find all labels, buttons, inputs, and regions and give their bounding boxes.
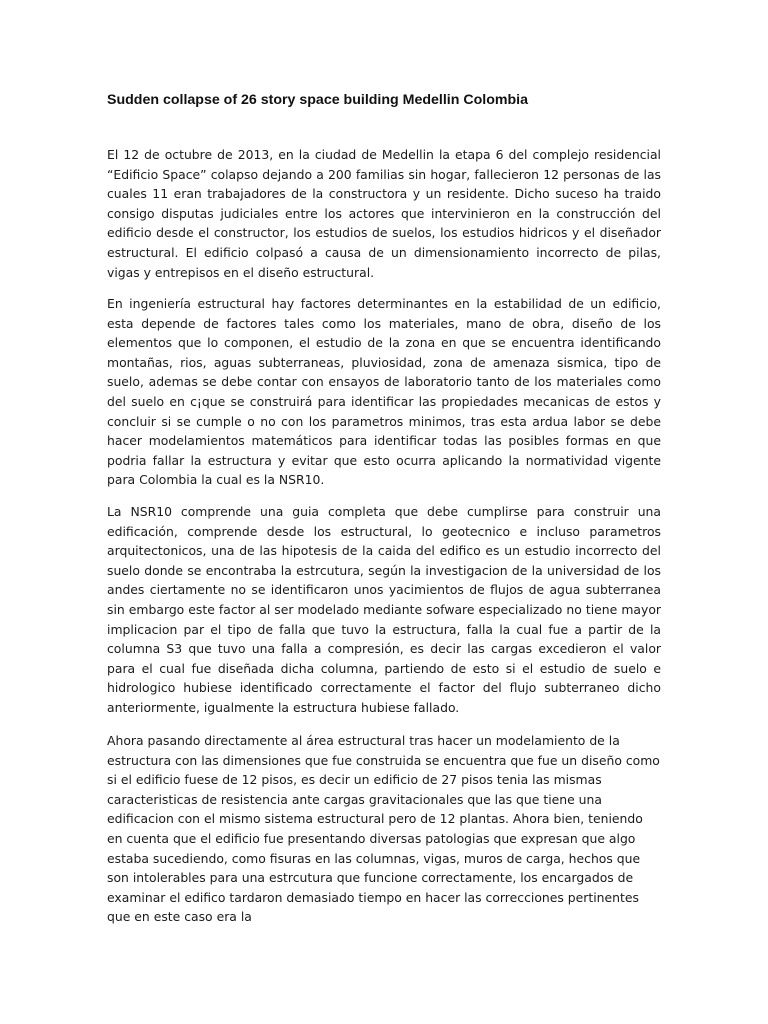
paragraph-3: La NSR10 comprende una guia completa que debe cumplirse para construir una edificación, comprende desde los estructural, lo geotecnico e incluso parametros arquitectonicos, una de las hipotesis de la caida del edifico es un estudio incorrecto del suelo donde se encontraba la estrcutura, según la investigacion de la universidad de los andes ciertamente no se identificaron unos yacimientos de flujos de agua subterranea sin embargo este factor al ser modelado mediante sofware especializado no tiene mayor implicacion par el tipo de falla que tuvo la estructura, falla la cual fue a partir de la columna S3 que tuvo una falla a compresión, es decir las cargas excedieron el valor para el cual fue diseñada dicha columna, partiendo de esto si el estudio de suelo e hidrologico hubiese identificado correctamente el factor del flujo subterraneo dicho anteriormente, igualmente la estructura hubiese fallado. (107, 504, 661, 715)
paragraph-1: El 12 de octubre de 2013, en la ciudad de Medellin la etapa 6 del complejo residencial “Edificio Space” colapso dejando a 200 familias sin hogar, fallecieron 12 personas de las cuales 11 eran trabajadores de la constructora y un residente. Dicho suceso ha traido consigo disputas judiciales entre los actores que intervinieron en la construcción del edificio desde el constructor, los estudios de suelos, los estudios hidricos y el diseñador estructural. El edificio colpasó a causa de un dimensionamiento incorrecto de pilas, vigas y entrepisos en el diseño estructural. (107, 147, 661, 280)
paragraph-2: En ingeniería estructural hay factores determinantes en la estabilidad de un edificio, esta depende de factores tales como los materiales, mano de obra, diseño de los elementos que lo componen, el estudio de la zona en que se encuentra identificando montañas, rios, aguas subterraneas, pluviosidad, zona de amenaza sismica, tipo de suelo, ademas se debe contar con ensayos de laboratorio tanto de los materiales como del suelo en c¡que se construirá para identificar las propiedades mecanicas de estos y concluir si se cumple o no con los parametros minimos, tras esta ardua labor se debe hacer modelamientos matemáticos para identificar todas las posibles formas en que podria fallar la estructura y evitar que esto ocurra aplicando la normatividad vigente para Colombia la cual es la NSR10. (107, 296, 661, 488)
paragraph-4: Ahora pasando directamente al área estructural tras hacer un modelamiento de la estructura con las dimensiones que fue construida se encuentra que fue un diseño como si el edificio fuese de 12 pisos, es decir un edificio de 27 pisos tenia las mismas caracteristicas de resistencia ante cargas gravitacionales que las que tiene una edificacion con el mismo sistema estructural pero de 12 plantas. Ahora bien, teniendo en cuenta que el edificio fue presentando diversas patologias que expresan que algo estaba sucediendo, como fisuras en las columnas, vigas, muros de carga, hechos que son intolerables para una estrcutura que funcione correctamente, los encargados de examinar el edifico tardaron demasiado tiempo en hacer las correcciones pertinentes que en este caso era la (107, 733, 660, 925)
document-title: Sudden collapse of 26 story space building Medellin Colombia (107, 92, 528, 108)
